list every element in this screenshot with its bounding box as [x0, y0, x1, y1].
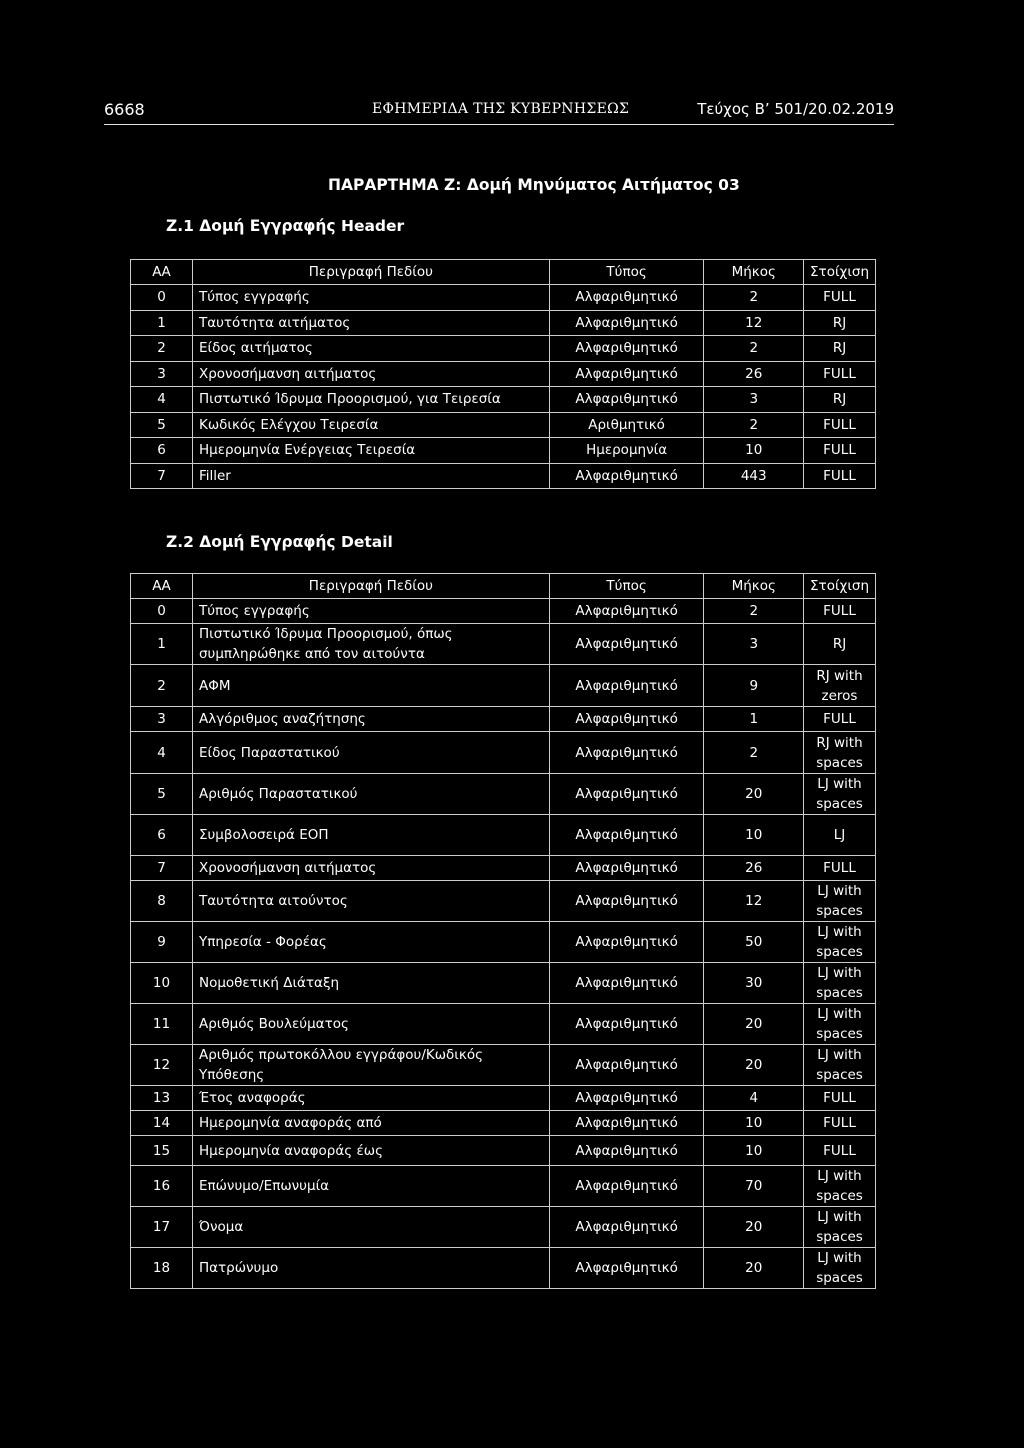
table-row: [131, 922, 876, 963]
table-header-row: [131, 574, 876, 599]
cell-aa: 8: [131, 881, 193, 922]
cell-alignment: FULL: [804, 285, 876, 311]
cell-type: Αριθμητικό: [549, 412, 704, 438]
cell-length: 4: [704, 1086, 804, 1111]
header-record-rows: [131, 285, 876, 489]
cell-type: Αλφαριθμητικό: [549, 707, 704, 732]
cell-description: Τύπος εγγραφής: [192, 599, 549, 624]
cell-type: Αλφαριθμητικό: [549, 1136, 704, 1166]
cell-description: Πιστωτικό Ίδρυμα Προορισμού, για Τειρεσία: [192, 387, 549, 413]
cell-alignment: LJ with spaces: [804, 1248, 876, 1289]
cell-length: 9: [704, 665, 804, 707]
cell-length: 3: [704, 624, 804, 665]
table-row: [131, 963, 876, 1004]
cell-alignment: LJ with spaces: [804, 881, 876, 922]
cell-aa: 12: [131, 1045, 193, 1086]
cell-length: 70: [704, 1166, 804, 1207]
table-row: [131, 412, 876, 438]
table-row: [131, 1045, 876, 1086]
table-row: [131, 1004, 876, 1045]
cell-description: Επώνυμο/Επωνυμία: [192, 1166, 549, 1207]
cell-length: 3: [704, 387, 804, 413]
cell-aa: 6: [131, 815, 193, 856]
cell-aa: 2: [131, 336, 193, 362]
cell-length: 10: [704, 1111, 804, 1136]
cell-length: 12: [704, 881, 804, 922]
cell-type: Αλφαριθμητικό: [549, 1004, 704, 1045]
cell-length: 50: [704, 922, 804, 963]
cell-type: Αλφαριθμητικό: [549, 1166, 704, 1207]
cell-aa: 15: [131, 1136, 193, 1166]
cell-alignment: FULL: [804, 412, 876, 438]
cell-description: Νομοθετική Διάταξη: [192, 963, 549, 1004]
cell-aa: 14: [131, 1111, 193, 1136]
detail-record-rows: [131, 599, 876, 1289]
cell-alignment: LJ with spaces: [804, 963, 876, 1004]
cell-aa: 13: [131, 1086, 193, 1111]
cell-aa: 5: [131, 412, 193, 438]
cell-length: 26: [704, 361, 804, 387]
cell-type: Αλφαριθμητικό: [549, 732, 704, 774]
cell-length: 30: [704, 963, 804, 1004]
cell-description: ΑΦΜ: [192, 665, 549, 707]
cell-type: Αλφαριθμητικό: [549, 336, 704, 362]
cell-description: Ημερομηνία αναφοράς από: [192, 1111, 549, 1136]
cell-description: Χρονοσήμανση αιτήματος: [192, 361, 549, 387]
table-row: [131, 1248, 876, 1289]
cell-description: Πατρώνυμο: [192, 1248, 549, 1289]
cell-alignment: FULL: [804, 707, 876, 732]
cell-aa: 6: [131, 438, 193, 464]
cell-length: 26: [704, 856, 804, 881]
col-length: Μήκος: [704, 574, 804, 599]
cell-type: Αλφαριθμητικό: [549, 815, 704, 856]
annex-title: ΠΑΡΑΡΤΗΜΑ Ζ: Δομή Μηνύματος Αιτήματος 03: [328, 176, 740, 194]
cell-alignment: FULL: [804, 856, 876, 881]
cell-description: Συμβολοσειρά ΕΟΠ: [192, 815, 549, 856]
cell-aa: 11: [131, 1004, 193, 1045]
cell-length: 10: [704, 815, 804, 856]
cell-length: 2: [704, 285, 804, 311]
cell-type: Αλφαριθμητικό: [549, 1207, 704, 1248]
cell-type: Αλφαριθμητικό: [549, 285, 704, 311]
table-row: [131, 1136, 876, 1166]
cell-type: Αλφαριθμητικό: [549, 599, 704, 624]
cell-length: 2: [704, 732, 804, 774]
col-description: Περιγραφή Πεδίου: [192, 574, 549, 599]
cell-type: Αλφαριθμητικό: [549, 463, 704, 489]
col-alignment: Στοίχιση: [804, 260, 876, 285]
cell-description: Ημερομηνία Ενέργειας Τειρεσία: [192, 438, 549, 464]
cell-aa: 4: [131, 732, 193, 774]
cell-alignment: LJ with spaces: [804, 1045, 876, 1086]
cell-type: Αλφαριθμητικό: [549, 310, 704, 336]
cell-type: Αλφαριθμητικό: [549, 881, 704, 922]
cell-description: Τύπος εγγραφής: [192, 285, 549, 311]
cell-length: 20: [704, 1207, 804, 1248]
cell-length: 20: [704, 774, 804, 815]
table-row: [131, 310, 876, 336]
col-aa: ΑΑ: [131, 260, 193, 285]
cell-length: 12: [704, 310, 804, 336]
cell-description: Ταυτότητα αιτήματος: [192, 310, 549, 336]
cell-aa: 16: [131, 1166, 193, 1207]
cell-aa: 0: [131, 285, 193, 311]
cell-aa: 7: [131, 856, 193, 881]
cell-alignment: LJ: [804, 815, 876, 856]
table-row: [131, 463, 876, 489]
cell-description: Χρονοσήμανση αιτήματος: [192, 856, 549, 881]
cell-description: Αριθμός πρωτοκόλλου εγγράφου/Κωδικός Υπόθεσης: [192, 1045, 549, 1086]
cell-description: Αλγόριθμος αναζήτησης: [192, 707, 549, 732]
cell-alignment: RJ: [804, 310, 876, 336]
cell-type: Αλφαριθμητικό: [549, 922, 704, 963]
cell-alignment: RJ with spaces: [804, 732, 876, 774]
cell-alignment: LJ with spaces: [804, 774, 876, 815]
cell-aa: 4: [131, 387, 193, 413]
cell-alignment: LJ with spaces: [804, 1207, 876, 1248]
cell-type: Αλφαριθμητικό: [549, 856, 704, 881]
cell-description: Είδος αιτήματος: [192, 336, 549, 362]
cell-aa: 0: [131, 599, 193, 624]
table-row: [131, 707, 876, 732]
cell-alignment: FULL: [804, 1136, 876, 1166]
cell-alignment: RJ: [804, 624, 876, 665]
journal-title: ΕΦΗΜΕΡΙΔΑ ΤΗΣ ΚΥΒΕΡΝΗΣΕΩΣ: [372, 101, 630, 117]
cell-type: Αλφαριθμητικό: [549, 774, 704, 815]
table-row: [131, 774, 876, 815]
cell-description: Είδος Παραστατικού: [192, 732, 549, 774]
cell-length: 20: [704, 1248, 804, 1289]
header-record-table: [130, 259, 876, 489]
cell-type: Αλφαριθμητικό: [549, 387, 704, 413]
cell-description: Έτος αναφοράς: [192, 1086, 549, 1111]
cell-alignment: FULL: [804, 438, 876, 464]
cell-alignment: FULL: [804, 1111, 876, 1136]
table-row: [131, 285, 876, 311]
cell-alignment: LJ with spaces: [804, 1004, 876, 1045]
cell-length: 10: [704, 1136, 804, 1166]
cell-description: Κωδικός Ελέγχου Τειρεσία: [192, 412, 549, 438]
cell-alignment: FULL: [804, 1086, 876, 1111]
cell-length: 1: [704, 707, 804, 732]
table-row: [131, 438, 876, 464]
cell-length: 20: [704, 1045, 804, 1086]
cell-aa: 10: [131, 963, 193, 1004]
cell-length: 443: [704, 463, 804, 489]
table-row: [131, 361, 876, 387]
col-type: Τύπος: [549, 260, 704, 285]
cell-description: Ταυτότητα αιτούντος: [192, 881, 549, 922]
cell-aa: 18: [131, 1248, 193, 1289]
cell-aa: 3: [131, 361, 193, 387]
cell-alignment: RJ: [804, 387, 876, 413]
page-number: 6668: [104, 100, 145, 119]
cell-length: 2: [704, 336, 804, 362]
cell-description: Όνομα: [192, 1207, 549, 1248]
col-description: Περιγραφή Πεδίου: [192, 260, 549, 285]
cell-description: Ημερομηνία αναφοράς έως: [192, 1136, 549, 1166]
table-header-row: [131, 260, 876, 285]
cell-description: Αριθμός Βουλεύματος: [192, 1004, 549, 1045]
cell-description: Filler: [192, 463, 549, 489]
cell-length: 2: [704, 599, 804, 624]
cell-alignment: FULL: [804, 599, 876, 624]
cell-aa: 3: [131, 707, 193, 732]
cell-alignment: FULL: [804, 361, 876, 387]
col-length: Μήκος: [704, 260, 804, 285]
cell-alignment: FULL: [804, 463, 876, 489]
cell-aa: 17: [131, 1207, 193, 1248]
cell-alignment: LJ with spaces: [804, 922, 876, 963]
table-row: [131, 856, 876, 881]
detail-record-table: [130, 573, 876, 1289]
table-row: [131, 815, 876, 856]
section1-title: Ζ.1 Δομή Εγγραφής Header: [166, 217, 405, 235]
cell-aa: 9: [131, 922, 193, 963]
cell-length: 2: [704, 412, 804, 438]
table-row: [131, 1111, 876, 1136]
cell-aa: 2: [131, 665, 193, 707]
cell-alignment: RJ: [804, 336, 876, 362]
cell-type: Ημερομηνία: [549, 438, 704, 464]
table-row: [131, 1086, 876, 1111]
page-header: [104, 100, 894, 125]
table-row: [131, 599, 876, 624]
table-row: [131, 665, 876, 707]
cell-type: Αλφαριθμητικό: [549, 665, 704, 707]
cell-description: Πιστωτικό Ίδρυμα Προορισμού, όπως συμπληρώθηκε από τον αιτούντα: [192, 624, 549, 665]
cell-length: 20: [704, 1004, 804, 1045]
cell-type: Αλφαριθμητικό: [549, 1248, 704, 1289]
table-row: [131, 624, 876, 665]
cell-alignment: RJ with zeros: [804, 665, 876, 707]
cell-type: Αλφαριθμητικό: [549, 963, 704, 1004]
col-aa: ΑΑ: [131, 574, 193, 599]
cell-description: Υπηρεσία - Φορέας: [192, 922, 549, 963]
table-row: [131, 336, 876, 362]
cell-type: Αλφαριθμητικό: [549, 624, 704, 665]
cell-aa: 7: [131, 463, 193, 489]
cell-aa: 1: [131, 624, 193, 665]
table-row: [131, 881, 876, 922]
table-row: [131, 1166, 876, 1207]
cell-type: Αλφαριθμητικό: [549, 1045, 704, 1086]
col-alignment: Στοίχιση: [804, 574, 876, 599]
table-row: [131, 387, 876, 413]
cell-aa: 1: [131, 310, 193, 336]
cell-type: Αλφαριθμητικό: [549, 361, 704, 387]
table-row: [131, 1207, 876, 1248]
cell-length: 10: [704, 438, 804, 464]
issue-info: Τεύχος Β’ 501/20.02.2019: [697, 100, 894, 118]
col-type: Τύπος: [549, 574, 704, 599]
cell-type: Αλφαριθμητικό: [549, 1111, 704, 1136]
table-row: [131, 732, 876, 774]
cell-alignment: LJ with spaces: [804, 1166, 876, 1207]
cell-aa: 5: [131, 774, 193, 815]
cell-type: Αλφαριθμητικό: [549, 1086, 704, 1111]
cell-description: Αριθμός Παραστατικού: [192, 774, 549, 815]
section2-title: Ζ.2 Δομή Εγγραφής Detail: [166, 533, 393, 551]
